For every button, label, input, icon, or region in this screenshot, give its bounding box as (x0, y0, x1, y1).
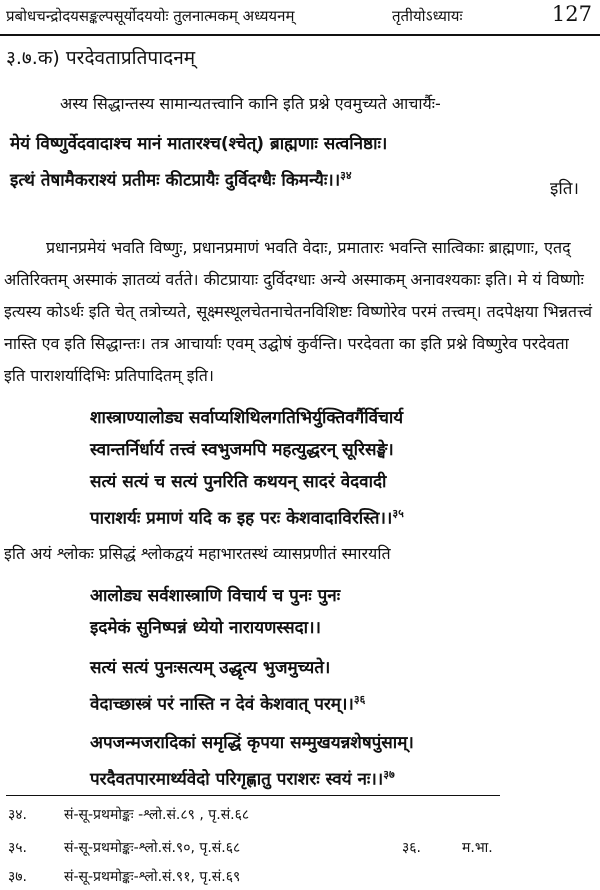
verse-2-line-4 (90, 498, 404, 535)
verse-4 (90, 652, 365, 721)
footnote-36-text: म.भा. (462, 840, 493, 856)
verse-1-line-2-text: इत्थं तेषामैकराश्यं प्रतीमः कीटप्रायैः दुर्विदग्धैः किमन्यैः।। (10, 170, 341, 191)
verse-2-line-3: सत्यं सत्यं च सत्यं पुनरिति कथयन् सादरं वेदवादी (90, 472, 387, 492)
verse-2-line-1: शास्त्राण्यालोड्य सर्वाप्यशिथिलगतिभिर्युक्तिवर्गैर्विचार्य (90, 408, 404, 428)
footnote-37-number: ३७. (8, 869, 28, 885)
footnote-35-number: ३५. (8, 840, 28, 856)
verse-2 (90, 402, 404, 535)
footnote-34-text: सं-सू-प्रथमोङ्कः -श्लो.सं.८९ , पृ.सं.६८ (64, 807, 250, 823)
verse-2-line-2: स्वान्तर्निर्धार्य तत्त्वं स्वभुजमपि महत्युद्धरन् सूरिसङ्घे। (90, 440, 394, 460)
verse-5-line-2 (90, 759, 414, 796)
verse-4-line-2-text: वेदाच्छास्त्रं परं नास्ति न देवं केशवात् परम्।। (90, 694, 354, 715)
verse-5-line-1: अपजन्मजरादिकां समृद्धिं कृपया सम्मुखयन्नशेषपुंसाम्। (90, 733, 414, 753)
section-heading: ३.७.क) परदेवताप्रतिपादनम् (6, 47, 196, 69)
verse-2-line-4-text: पाराशर्यः प्रमाणं यदि क इह परः केशवादाविरस्ति।। (90, 508, 393, 529)
chapter-title: तृतीयोऽध्यायः (392, 7, 463, 25)
footnote-ref-34: ३४ (340, 169, 352, 182)
footnote-divider (6, 795, 500, 796)
verse-1-tail: इति। (550, 179, 579, 199)
verse-5-line-2-text: परदैवतपारमार्थ्यवेदो परिगृह्णातु पराशरः स्वयं नः।। (90, 769, 384, 790)
page-header (0, 0, 600, 36)
footnote-37-text: सं-सू-प्रथमोङ्कः-श्लो.सं.९१, पृ.सं.६९ (64, 869, 241, 885)
verse-1-line-2 (10, 160, 387, 197)
book-title: प्रबोधचन्द्रोदयसङ्कल्पसूर्योदययोः तुलनात्मकम् अध्ययनम् (6, 7, 295, 25)
footnote-ref-36: ३६ (353, 693, 366, 706)
page-number: 127 (551, 2, 592, 26)
footnote-ref-37: ३७ (383, 768, 395, 781)
footnote-35-text: सं-सू-प्रथमोङ्कः-श्लो.सं.९०, पृ.सं.६८ (64, 840, 241, 856)
footnote-34-number: ३४. (8, 807, 28, 823)
footnote-ref-35: ३५ (392, 507, 404, 520)
paragraph-1: प्रधानप्रमेयं भवति विष्णुः, प्रधानप्रमाणं भवति वेदाः, प्रमातारः भवन्ति सात्विकाः ब्राह्मणाः, एतद् अतिरिक्तम् अस्माकं ज्ञातव्यं वर्तते। कीटप्रायाः दुर्विदग्धाः अन्ये अस्माकम् अनावश्यकाः इति। मे यं विष्णोः इत्यस्य कोऽर्थः इति चेत् तत्रोच्यते, सूक्ष्मस्थूलचेतनाचेतनविशिष्टः विष्णोरेव परमं तत्त्वम्। तदपेक्षया भिन्नतत्त्वं नास्ति एव इति सिद्धान्तः। तत्र आचार्याः एवम् उद्घोषं कुर्वन्ति। परदेवता का इति प्रश्ने विष्णुरेव परदेवता इति पाराशर्यादिभिः प्रतिपादितम् इति। (4, 238, 593, 385)
intro-text: अस्य सिद्धान्तस्य सामान्यतत्त्वानि कानि इति प्रश्ने एवमुच्यते आचार्यैः- (60, 94, 441, 113)
verse-3 (90, 580, 340, 644)
verse-4-line-1: सत्यं सत्यं पुनःसत्यम् उद्धृत्य भुजमुच्यते। (90, 658, 331, 678)
verse-1-line-1: मेयं विष्णुर्वेदवादाश्च मानं मातारश्च(श्चेत्) ब्राह्मणाः सत्वनिष्ठाः। (10, 134, 388, 154)
footnote-36-number: ३६. (402, 840, 422, 856)
verse-4-line-2 (90, 684, 365, 721)
paragraph-2: इति अयं श्लोकः प्रसिद्धं श्लोकद्वयं महाभारतस्थं व्यासप्रणीतं स्मारयति (4, 544, 391, 563)
verse-1 (10, 128, 387, 197)
verse-3-line-1: आलोड्य सर्वशास्त्राणि विचार्य च पुनः पुनः (90, 586, 341, 606)
verse-5 (90, 727, 414, 796)
verse-3-line-2: इदमेकं सुनिष्पन्नं ध्येयो नारायणस्सदा।। (90, 618, 321, 638)
